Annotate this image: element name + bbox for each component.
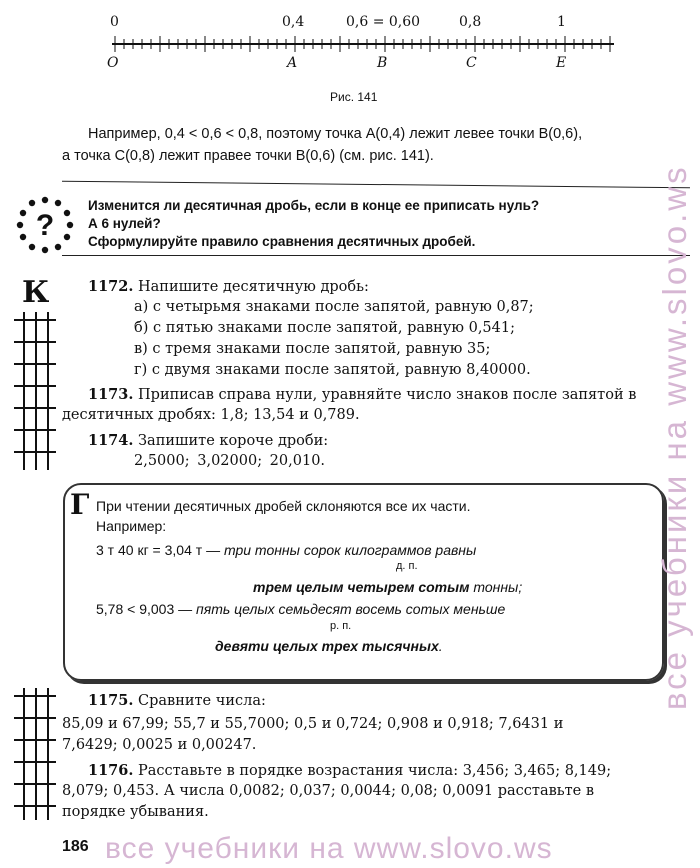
axis-label-1: 1	[557, 14, 566, 30]
rule-line-1: При чтении десятичных дробей склоняются все их части.	[96, 498, 471, 514]
problem-1176-line-1: Расставьте в порядке возрастания числа: 3,456; 3,465; 8,149;	[138, 763, 612, 779]
problem-1176-line-2: 8,079; 0,453. А числа 0,0082; 0,037; 0,0044; 0,08; 0,0091 расставьте в	[62, 783, 595, 799]
rule-example-2	[96, 601, 505, 617]
rule-example-1-italic: три тонны сорок килограммов равны	[223, 542, 477, 558]
axis-label-0: 0	[110, 14, 119, 30]
rule-example-2-left: 5,78 < 9,003 —	[96, 601, 193, 617]
question-bottom-rule	[62, 255, 690, 256]
axis-label-0-6: 0,6 = 0,60	[346, 14, 421, 30]
grid-icon	[14, 312, 56, 470]
problem-1175-line-2: 7,6429; 0,0025 и 0,00247.	[62, 737, 257, 753]
point-e: E	[556, 55, 567, 71]
rule-example-1-bold: трем целым четырем сотым	[253, 579, 470, 595]
problem-1174-values: 2,5000; 3,02000; 20,010.	[134, 453, 326, 469]
axis-label-0-4: 0,4	[282, 14, 305, 30]
problem-1172-item-c: в) с тремя знаками после запятой, равную 35;	[134, 341, 491, 357]
grid-icon-2	[14, 688, 56, 820]
problem-1172-item-a: а) с четырьмя знаками после запятой, равную 0,87;	[134, 299, 534, 315]
intro-line-2: а точка C(0,8) лежит правее точки B(0,6) (см. рис. 141).	[62, 148, 434, 164]
problem-1172-text: Напишите десятичную дробь:	[138, 279, 369, 295]
marker-g: Г	[70, 488, 90, 521]
problem-1174-number: 1174.	[88, 432, 134, 449]
question-line-3: Сформулируйте правило сравнения десятичных дробей.	[88, 234, 476, 249]
point-o: O	[107, 55, 119, 71]
rule-example-2-case: р. п.	[330, 620, 352, 632]
point-a: A	[287, 55, 298, 71]
problem-1175-line-1: 85,09 и 67,99; 55,7 и 55,7000; 0,5 и 0,724; 0,908 и 0,918; 7,6431 и	[62, 716, 564, 732]
intro-line-1: Например, 0,4 < 0,6 < 0,8, поэтому точка A(0,4) лежит левее точки B(0,6),	[88, 126, 583, 142]
rule-example-1-left: 3 т 40 кг = 3,04 т —	[96, 542, 221, 558]
point-b: B	[377, 55, 388, 71]
rule-example-2-line-2	[215, 638, 443, 654]
problem-1176	[88, 760, 611, 782]
problem-1172-item-b: б) с пятью знаками после запятой, равную 0,541;	[134, 320, 515, 336]
rule-example-1	[96, 542, 476, 558]
axis-label-0-8: 0,8	[459, 14, 482, 30]
rule-example-1-line-2	[253, 579, 522, 595]
problem-1175-text: Сравните числа:	[138, 693, 266, 709]
question-line-2: А 6 нулей?	[88, 216, 161, 231]
svg-text:?: ?	[35, 209, 55, 242]
figure-caption: Рис. 141	[330, 90, 378, 104]
rule-line-2: Например:	[96, 518, 167, 534]
question-line-1: Изменится ли десятичная дробь, если в конце ее приписать нуль?	[88, 198, 540, 213]
watermark-side: все учебники на www.slovo.ws	[656, 164, 693, 710]
problem-1175	[88, 690, 266, 712]
problem-1173-line-1: Приписав справа нули, уравняйте число знаков после запятой в	[138, 387, 637, 403]
watermark-bottom: все учебники на www.slovo.ws	[105, 832, 553, 865]
rule-example-2-bold: девяти целых трех тысячных	[215, 638, 439, 654]
problem-1173	[88, 384, 636, 406]
problem-1176-number: 1176.	[88, 762, 134, 779]
question-dots-icon	[14, 194, 76, 256]
rule-example-2-italic: пять целых семьдесят восемь сотых меньше	[196, 601, 506, 617]
problem-1173-line-2: десятичных дробях: 1,8; 13,54 и 0,789.	[62, 407, 360, 423]
page-number: 186	[62, 838, 89, 855]
rule-example-1-tail: тонны;	[473, 579, 523, 595]
problem-1173-number: 1173.	[88, 386, 134, 403]
problem-1176-line-3: порядке убывания.	[62, 804, 209, 820]
marker-k: К	[22, 275, 50, 310]
problem-1174-text: Запишите короче дроби:	[138, 433, 329, 449]
rule-example-2-tail: .	[438, 638, 443, 654]
point-c: C	[466, 55, 477, 71]
problem-1172-item-d: г) с двумя знаками после запятой, равную 8,40000.	[134, 362, 531, 378]
problem-1172-number: 1172.	[88, 278, 134, 295]
problem-1174	[88, 430, 328, 452]
problem-1172	[88, 276, 369, 298]
problem-1175-number: 1175.	[88, 692, 134, 709]
rule-example-1-case: д. п.	[396, 560, 418, 572]
question-top-rule	[62, 181, 690, 189]
